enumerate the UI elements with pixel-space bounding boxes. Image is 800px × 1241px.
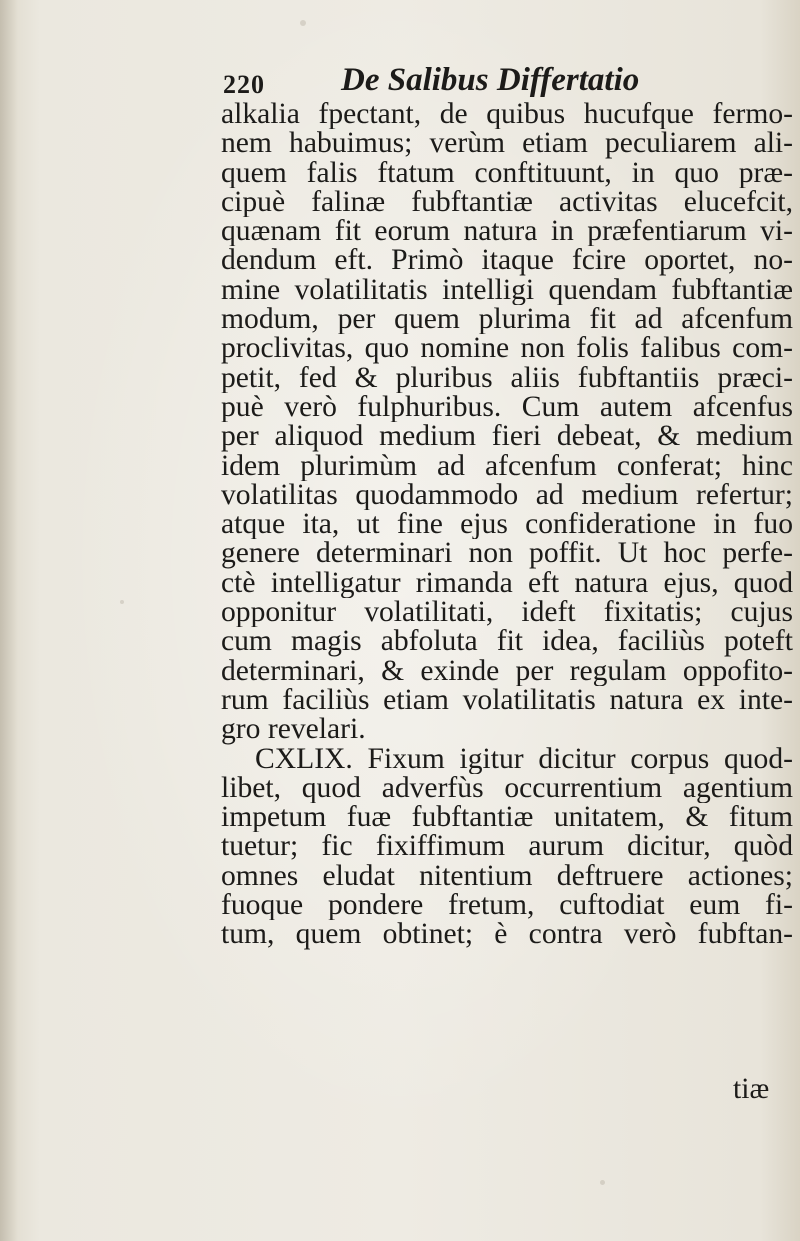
text-line: libet, quod adverfùs occurrentium agentium bbox=[221, 773, 793, 804]
text-line: impetum fuæ fubftantiæ unitatem, & fitum bbox=[221, 803, 793, 833]
body-text bbox=[221, 100, 793, 950]
paper-stain bbox=[300, 20, 306, 26]
text-line: mine volatilitatis intelligi quendam fubftantiæ bbox=[221, 275, 793, 306]
text-line: cipuè falinæ fubftantiæ activitas elucefcit, bbox=[221, 187, 793, 218]
text-line: rum faciliùs etiam volatilitatis natura ex inte- bbox=[221, 685, 793, 716]
text-line: gro revelari. bbox=[221, 715, 366, 745]
text-line: determinari, & exinde per regulam oppofito- bbox=[221, 656, 793, 686]
text-line: modum, per quem plurima fit ad afcenfum bbox=[221, 305, 793, 335]
catchword: tiæ bbox=[733, 1073, 770, 1105]
text-line: cum magis abfoluta fit idea, faciliùs poteft bbox=[221, 627, 793, 657]
text-line: tum, quem obtinet; è contra verò fubftan- bbox=[221, 920, 793, 950]
text-line: idem plurimùm ad afcenfum conferat; hinc bbox=[221, 451, 793, 481]
text-line: alkalia fpectant, de quibus hucufque fermo- bbox=[221, 100, 793, 130]
text-line: ctè intelligatur rimanda eft natura ejus, quod bbox=[221, 568, 793, 599]
text-line: petit, fed & pluribus aliis fubftantiis præci- bbox=[221, 363, 793, 393]
paper-stain bbox=[600, 1180, 605, 1185]
text-line: volatilitas quodammodo ad medium refertur; bbox=[221, 480, 793, 511]
text-line: dendum eft. Primò itaque fcire oportet, no- bbox=[221, 246, 793, 276]
text-line: genere determinari non poffit. Ut hoc perfe- bbox=[221, 539, 793, 569]
page-number: 220 bbox=[223, 70, 265, 99]
text-line: per aliquod medium fieri debeat, & medium bbox=[221, 422, 793, 452]
page-header bbox=[223, 58, 693, 102]
text-line: puè verò fulphuribus. Cum autem afcenfus bbox=[221, 392, 793, 423]
text-line: quem falis ftatum conftituunt, in quo præ- bbox=[221, 158, 793, 188]
text-line: omnes eludat nitentium deftruere actiones; bbox=[221, 861, 793, 892]
section-start-line: CXLIX. Fixum igitur dicitur corpus quod- bbox=[255, 744, 793, 774]
running-title: De Salibus Differtatio bbox=[341, 62, 640, 98]
text-line: atque ita, ut fine ejus confideratione in fuo bbox=[221, 510, 793, 540]
page-fold-shadow bbox=[0, 0, 18, 1241]
text-line: opponitur volatilitati, ideft fixitatis; cujus bbox=[221, 598, 793, 628]
text-line: nem habuimus; verùm etiam peculiarem ali- bbox=[221, 129, 793, 159]
text-line: tuetur; fic fixiffimum aurum dicitur, quòd bbox=[221, 832, 793, 862]
paper-stain bbox=[120, 600, 124, 604]
text-line: proclivitas, quo nomine non folis falibus com- bbox=[221, 334, 793, 364]
text-line: fuoque pondere fretum, cuftodiat eum fi- bbox=[221, 891, 793, 921]
text-line: quænam fit eorum natura in præfentiarum vi- bbox=[221, 217, 793, 247]
